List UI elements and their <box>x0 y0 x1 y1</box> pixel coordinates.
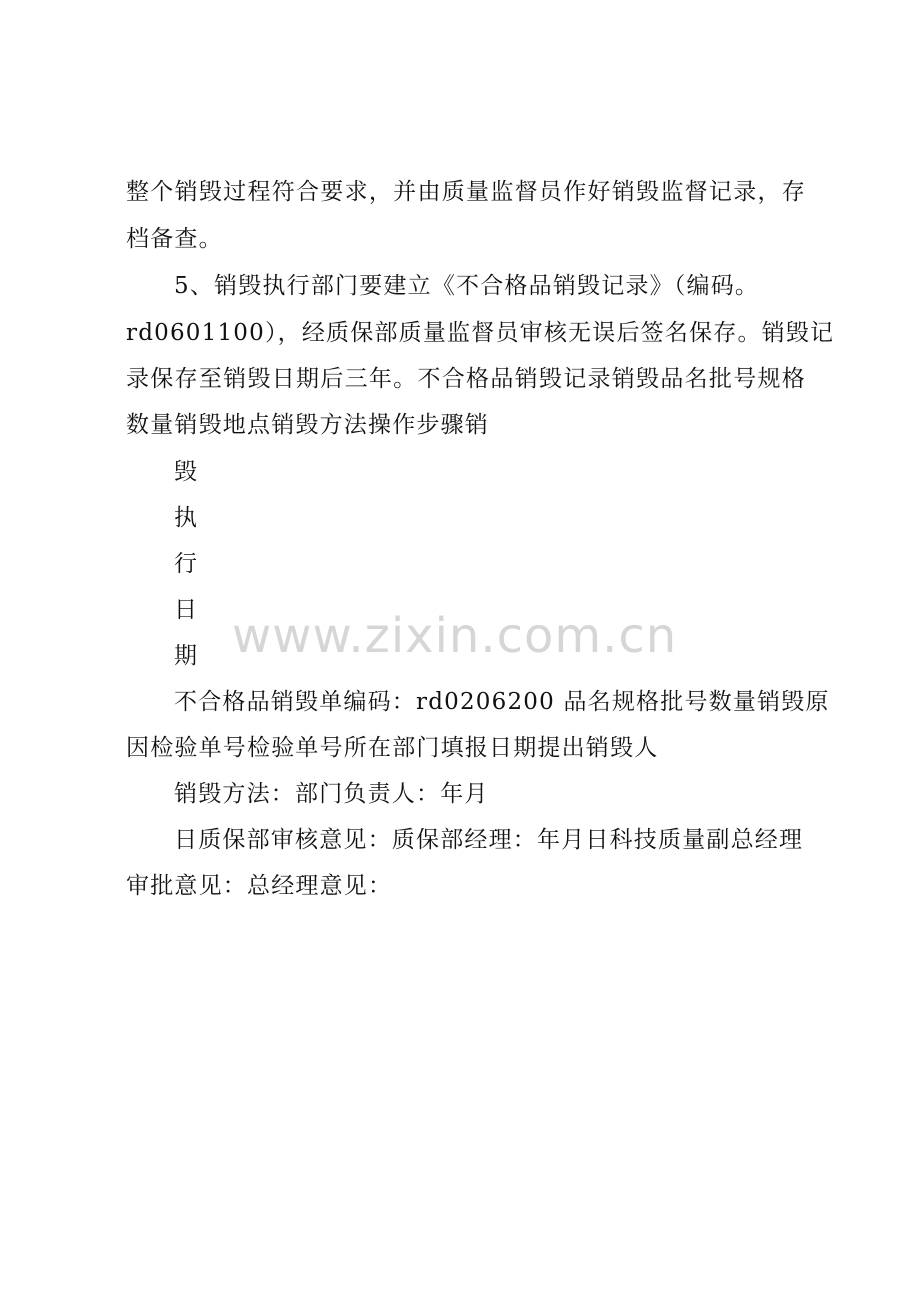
paragraph-line-4: rd0601100），经质保部质量监督员审核无误后签名保存。销毁记 <box>126 320 835 346</box>
watermark-text: www.zixin.com.cn <box>232 608 678 664</box>
paragraph-line-1: 整个销毁过程符合要求，并由质量监督员作好销毁监督记录，存 <box>126 179 806 205</box>
form-line-3: 销毁方法：部门负责人：年月 <box>174 781 489 807</box>
vertical-char-1: 毁 <box>174 459 197 485</box>
vertical-char-4: 日 <box>174 597 197 623</box>
vertical-char-5: 期 <box>174 643 197 669</box>
paragraph-line-2: 档备查。 <box>126 226 223 252</box>
form-line-2: 因检验单号检验单号所在部门填报日期提出销毁人 <box>126 735 659 761</box>
vertical-char-2: 执 <box>174 505 197 531</box>
form-line-4: 日质保部审核意见：质保部经理：年月日科技质量副总经理 <box>174 827 804 853</box>
paragraph-line-5: 录保存至销毁日期后三年。不合格品销毁记录销毁品名批号规格 <box>126 366 806 392</box>
paragraph-line-6: 数量销毁地点销毁方法操作步骤销 <box>126 412 489 438</box>
vertical-char-3: 行 <box>174 551 197 577</box>
form-line-1: 不合格品销毁单编码：rd0206200 品名规格批号数量销毁原 <box>174 689 830 715</box>
form-line-5: 审批意见：总经理意见： <box>126 873 393 899</box>
paragraph-line-3: 5、销毁执行部门要建立《不合格品销毁记录》（编码。 <box>174 273 760 299</box>
